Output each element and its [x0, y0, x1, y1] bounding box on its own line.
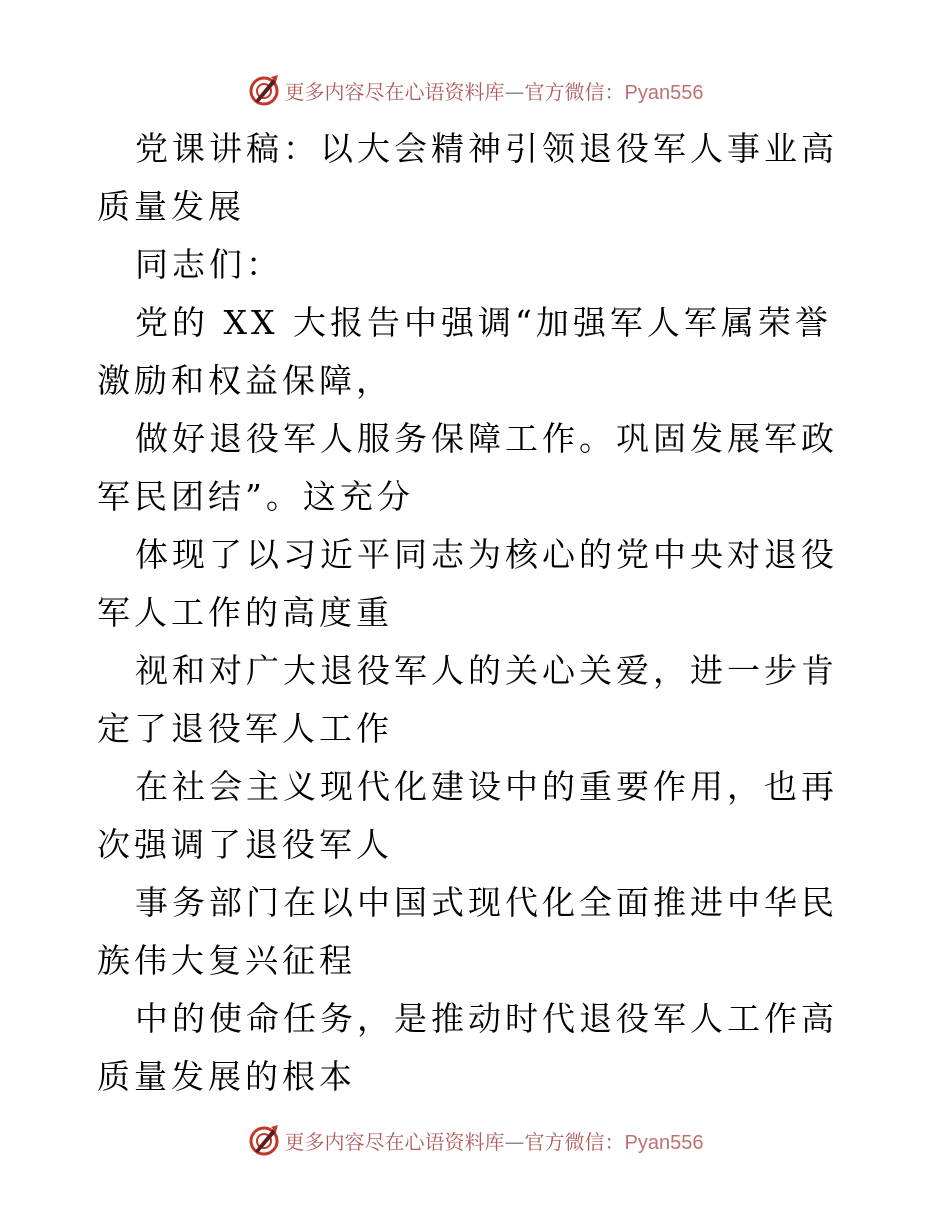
header-text [285, 76, 704, 105]
paragraph: 中的使命任务，是推动时代退役军人工作高质量发展的根本 [97, 999, 838, 1096]
header-dash: — [504, 79, 525, 104]
paragraph: 体现了以习近平同志为核心的党中央对退役军人工作的高度重 [97, 535, 838, 632]
paragraph: 视和对广大退役军人的关心关爱，进一步肯定了退役军人工作 [97, 651, 838, 748]
document-body [97, 120, 857, 1106]
document-title: 党课讲稿：以大会精神引领退役军人事业高质量发展 [97, 129, 838, 226]
header-brand: 更多内容尽在心语资料库 [284, 79, 505, 104]
paragraph: 事务部门在以中国式现代化全面推进中华民族伟大复兴征程 [97, 883, 838, 980]
footer-brand: 更多内容尽在心语资料库 [284, 1129, 505, 1154]
header-banner [0, 70, 950, 110]
footer-dash: — [504, 1129, 525, 1154]
paragraph: 党的 XX 大报告中强调“加强军人军属荣誉激励和权益保障， [97, 303, 832, 400]
quill-logo-icon [247, 73, 281, 107]
quill-logo-icon [247, 1123, 281, 1157]
footer-text [285, 1126, 704, 1155]
paragraph: 在社会主义现代化建设中的重要作用，也再次强调了退役军人 [97, 767, 838, 864]
paragraph: 做好退役军人服务保障工作。巩固发展军政军民团结”。这充分 [97, 419, 838, 516]
salutation: 同志们： [135, 245, 283, 284]
header-contact: 官方微信： [524, 79, 625, 104]
header-handle: Pyan556 [624, 81, 704, 104]
footer-banner [0, 1120, 950, 1160]
footer-contact: 官方微信： [524, 1129, 625, 1154]
footer-handle: Pyan556 [624, 1131, 704, 1154]
